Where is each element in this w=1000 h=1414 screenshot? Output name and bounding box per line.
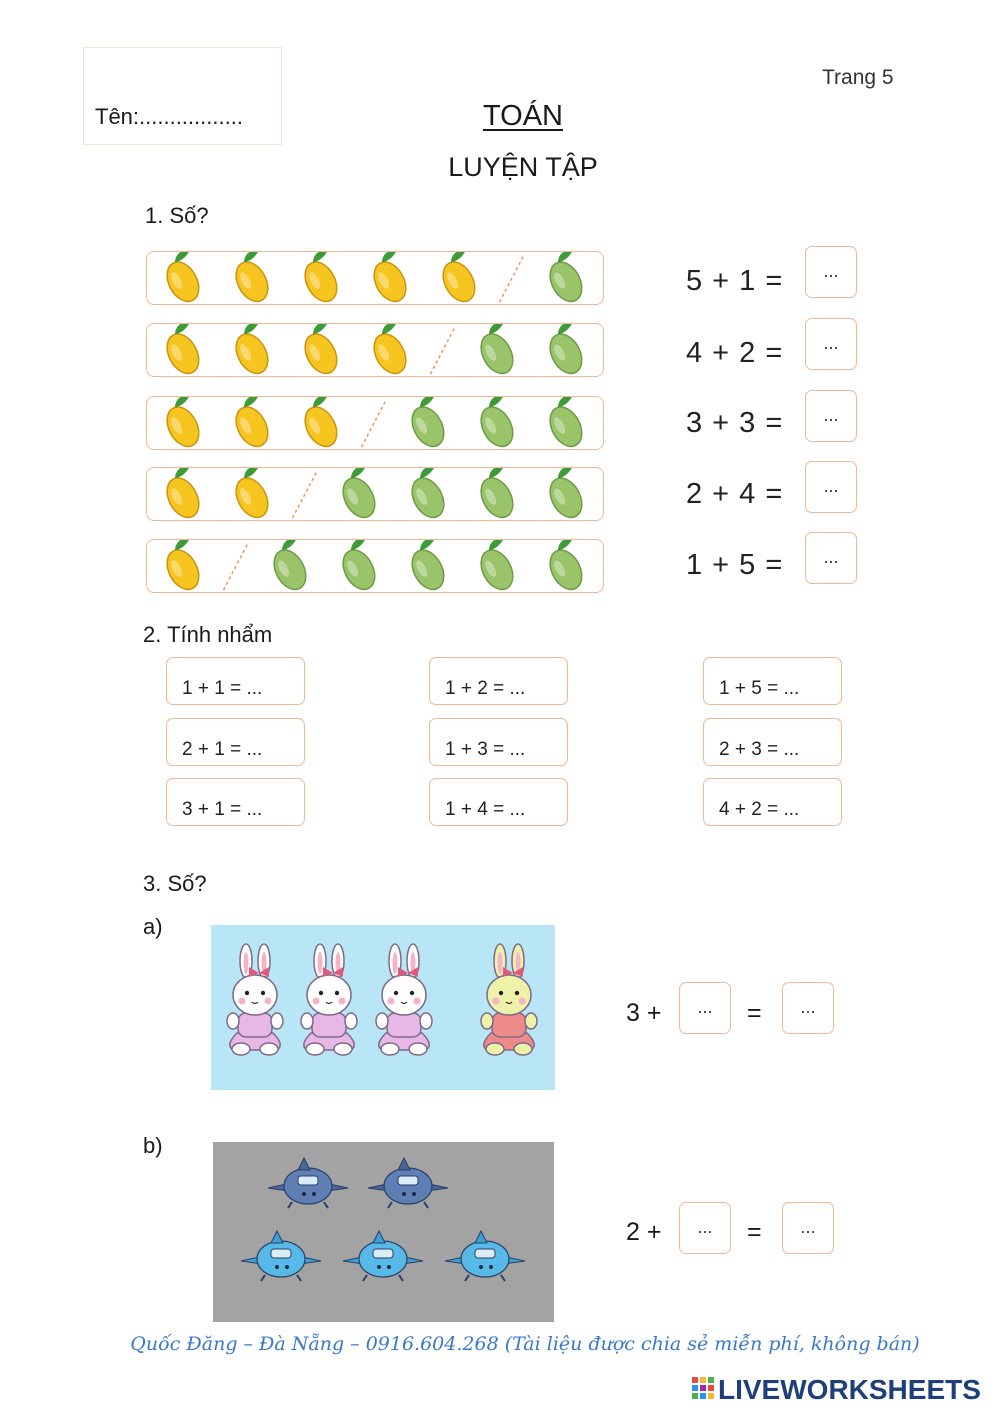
mango-icon <box>365 324 418 378</box>
mango-icon <box>158 397 211 451</box>
bunnies-picture <box>211 925 555 1090</box>
mango-icon <box>158 324 211 378</box>
mango-icon <box>296 397 349 451</box>
equation-5: 1 + 5 = <box>686 549 784 581</box>
mango-icon <box>541 468 594 522</box>
mango-icon <box>434 252 487 306</box>
page-title: TOÁN <box>482 100 564 132</box>
planes-picture <box>213 1142 554 1322</box>
answer-box[interactable]: ... <box>679 982 731 1034</box>
mango-icon <box>472 540 525 594</box>
mango-icon <box>472 468 525 522</box>
mango-icon <box>472 324 525 378</box>
divider-line <box>293 472 317 518</box>
mango-icon <box>541 540 594 594</box>
answer-box[interactable]: ... <box>805 390 857 442</box>
mango-icon <box>403 468 456 522</box>
divider-line <box>224 544 248 590</box>
mango-icon <box>158 468 211 522</box>
mango-row <box>146 323 604 377</box>
mango-row <box>146 539 604 593</box>
answer-box[interactable]: ... <box>805 318 857 370</box>
student-name-label: Tên:................. <box>95 104 243 129</box>
mental-math-box[interactable]: 1 + 1 = ... <box>166 657 305 705</box>
mango-icon <box>541 252 594 306</box>
mango-icon <box>472 397 525 451</box>
mental-math-box[interactable]: 4 + 2 = ... <box>703 778 842 826</box>
answer-box[interactable]: ... <box>805 532 857 584</box>
mango-row <box>146 396 604 450</box>
equation-4: 2 + 4 = <box>686 478 784 510</box>
mango-icon <box>227 252 280 306</box>
answer-box[interactable]: ... <box>782 982 834 1034</box>
answer-box[interactable]: ... <box>805 246 857 298</box>
mango-icon <box>334 540 387 594</box>
exercise-1-heading: 1. Số? <box>145 203 209 228</box>
divider-line <box>362 401 386 447</box>
mango-icon <box>296 324 349 378</box>
equation-3: 3 + 3 = <box>686 407 784 439</box>
answer-box[interactable]: ... <box>782 1202 834 1254</box>
part-b-first-term: 2 + <box>626 1218 662 1246</box>
mango-icon <box>158 252 211 306</box>
page-subtitle: LUYỆN TẬP <box>448 152 598 182</box>
divider-line <box>431 328 455 374</box>
mental-math-box[interactable]: 3 + 1 = ... <box>166 778 305 826</box>
mango-icon <box>227 397 280 451</box>
part-a-label: a) <box>143 914 163 939</box>
mental-math-box[interactable]: 1 + 3 = ... <box>429 718 568 766</box>
mango-icon <box>541 397 594 451</box>
mango-icon <box>541 324 594 378</box>
mango-icon <box>403 540 456 594</box>
mango-icon <box>334 468 387 522</box>
mango-row <box>146 251 604 305</box>
answer-box[interactable]: ... <box>805 461 857 513</box>
mental-math-box[interactable]: 1 + 5 = ... <box>703 657 842 705</box>
equals-sign: = <box>747 999 762 1027</box>
equals-sign: = <box>747 1218 762 1246</box>
mental-math-box[interactable]: 2 + 1 = ... <box>166 718 305 766</box>
answer-box[interactable]: ... <box>679 1202 731 1254</box>
mango-icon <box>227 324 280 378</box>
author-credit: Quốc Đăng – Đà Nẵng – 0916.604.268 (Tài liệu được chia sẻ miễn phí, không bán) <box>130 1333 920 1355</box>
mango-icon <box>158 540 211 594</box>
equation-2: 4 + 2 = <box>686 337 784 369</box>
part-a-first-term: 3 + <box>626 999 662 1027</box>
page-number: Trang 5 <box>822 66 894 89</box>
part-b-label: b) <box>143 1133 163 1158</box>
mental-math-box[interactable]: 1 + 2 = ... <box>429 657 568 705</box>
liveworksheets-brand: LIVEWORKSHEETS <box>718 1374 981 1405</box>
mango-icon <box>265 540 318 594</box>
liveworksheets-logo-icon <box>692 1377 714 1399</box>
mango-icon <box>227 468 280 522</box>
mental-math-box[interactable]: 2 + 3 = ... <box>703 718 842 766</box>
mango-icon <box>365 252 418 306</box>
exercise-2-heading: 2. Tính nhẩm <box>143 622 273 647</box>
equation-1: 5 + 1 = <box>686 265 784 297</box>
mango-row <box>146 467 604 521</box>
mental-math-box[interactable]: 1 + 4 = ... <box>429 778 568 826</box>
divider-line <box>500 256 524 302</box>
mango-icon <box>296 252 349 306</box>
exercise-3-heading: 3. Số? <box>143 871 207 896</box>
mango-icon <box>403 397 456 451</box>
